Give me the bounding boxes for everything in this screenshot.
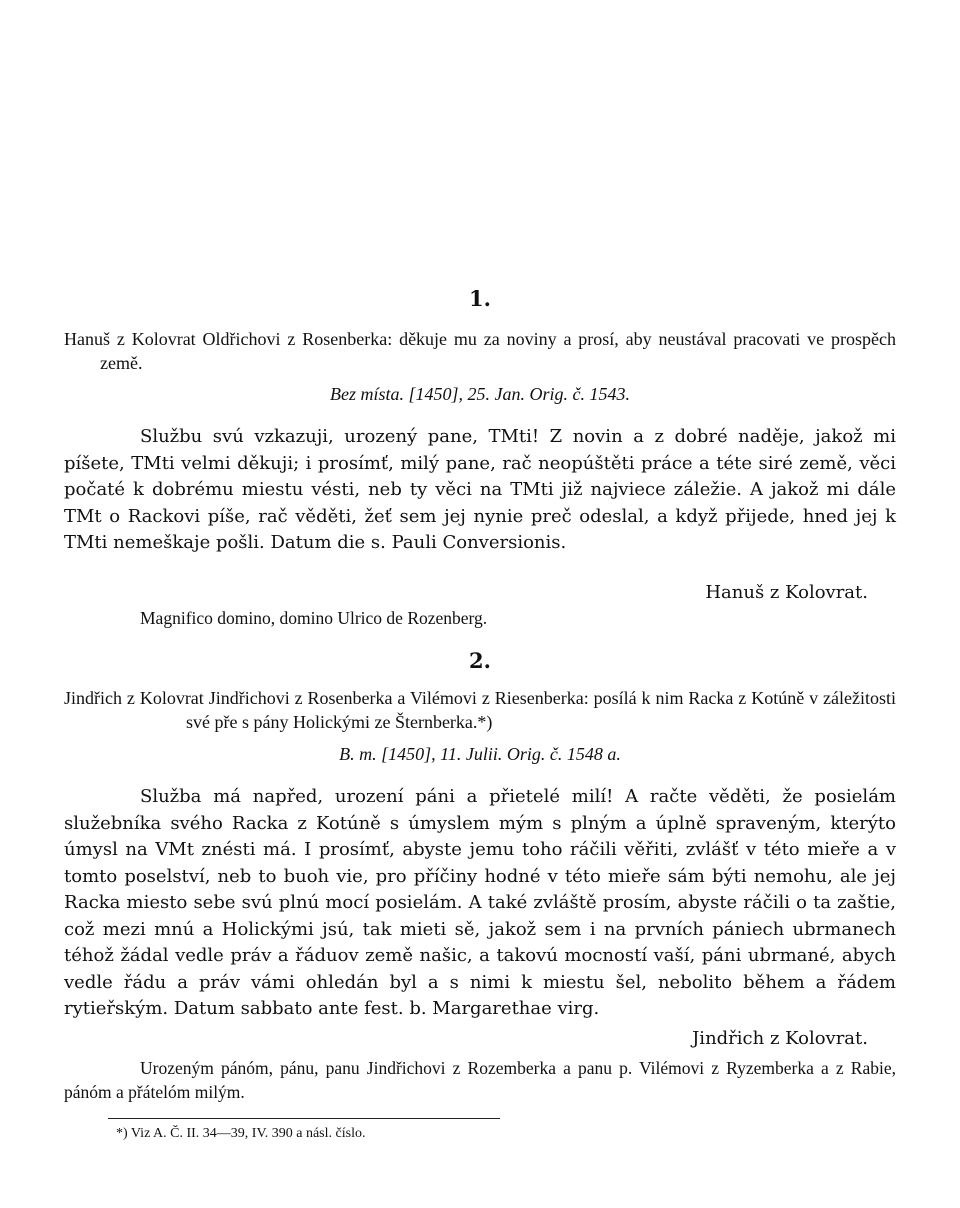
doc2-address xyxy=(64,1056,896,1104)
doc1-regest xyxy=(64,327,896,375)
doc1-body-text: Službu svú vzkazuji, urozený pane, TMti! Z novin a z dobré naděje, jakož mi píšete, TMti velmi děkuji; i prosímť, milý pane, rač neopúštěti práce a téte siré země, věci počaté k dobrému miestu vésti, neb ty věci na TMti již najviece záležie. A jakož mi dále TMt o Rackovi píše, rač věděti, žeť sem jej nynie preč odeslal, a když přijede, hned jej k TMti nemeškaje pošli. Datum die s. Pauli Conversionis. xyxy=(64,426,896,553)
doc1-address: Magnifico domino, domino Ulrico de Rozenberg. xyxy=(140,608,488,628)
doc2-body xyxy=(64,784,896,1023)
doc1-signature: Hanuš z Kolovrat. xyxy=(705,582,868,603)
doc2-address-text: Urozeným pánóm, pánu, panu Jindřichovi z Rozemberka a panu p. Vilémovi z Ryzemberka a z Rabie, pánóm a přátelóm milým. xyxy=(64,1058,896,1102)
doc2-signature: Jindřich z Kolovrat. xyxy=(692,1028,868,1049)
document-page xyxy=(64,0,896,1208)
doc2-regest-text: Jindřich z Kolovrat Jindřichovi z Rosenberka a Vilémovi z Riesenberka: posílá k nim Racka z Kotúně v záležitosti své pře s pány Holickými ze Šternberka.*) xyxy=(64,688,896,732)
doc1-dateline: Bez místa. [1450], 25. Jan. Orig. č. 1543. xyxy=(330,384,630,404)
footnote: *) Viz A. Č. II. 34—39, IV. 390 a násl. číslo. xyxy=(116,1126,366,1141)
doc2-number: 2. xyxy=(469,648,491,673)
doc2-dateline: B. m. [1450], 11. Julii. Orig. č. 1548 a. xyxy=(339,744,621,764)
doc1-regest-text: Hanuš z Kolovrat Oldřichovi z Rosenberka: děkuje mu za noviny a prosí, aby neustával pracovati ve prospěch země. xyxy=(64,329,896,373)
doc1-number: 1. xyxy=(469,286,491,311)
doc2-regest xyxy=(64,686,896,734)
footnote-rule xyxy=(108,1118,500,1119)
doc2-body-text: Služba má napřed, urození páni a přietelé milí! A račte věděti, že posielám služebníka svého Racka z Kotúně s úmyslem mým s plným a úplně spraveným, kterýto úmysl na VMt znésti má. I prosímť, abyste jemu toho ráčili věřiti, zvlášť v této mieře a v tomto poselství, neb to buoh vie, pro příčiny hodné v této mieře sám býti nemohu, ale jej Racka miesto sebe svú plnú mocí posielám. A také zvláště prosím, abyste ráčili o ta zaštie, což mezi mnú a Holickými jsú, tak mieti sě, jakož sem i na prvních pániech ubrmanech téhož žádal vedle práv a řáduov země našic, a takovú mocností vaší, páni ubrmané, abych vedle řádu a práv vámi ohledán byl a s nimi k miestu šel, nebolito během a řádem rytieřským. Datum sabbato ante fest. b. Margarethae virg. xyxy=(64,786,896,1019)
doc1-body xyxy=(64,424,896,557)
